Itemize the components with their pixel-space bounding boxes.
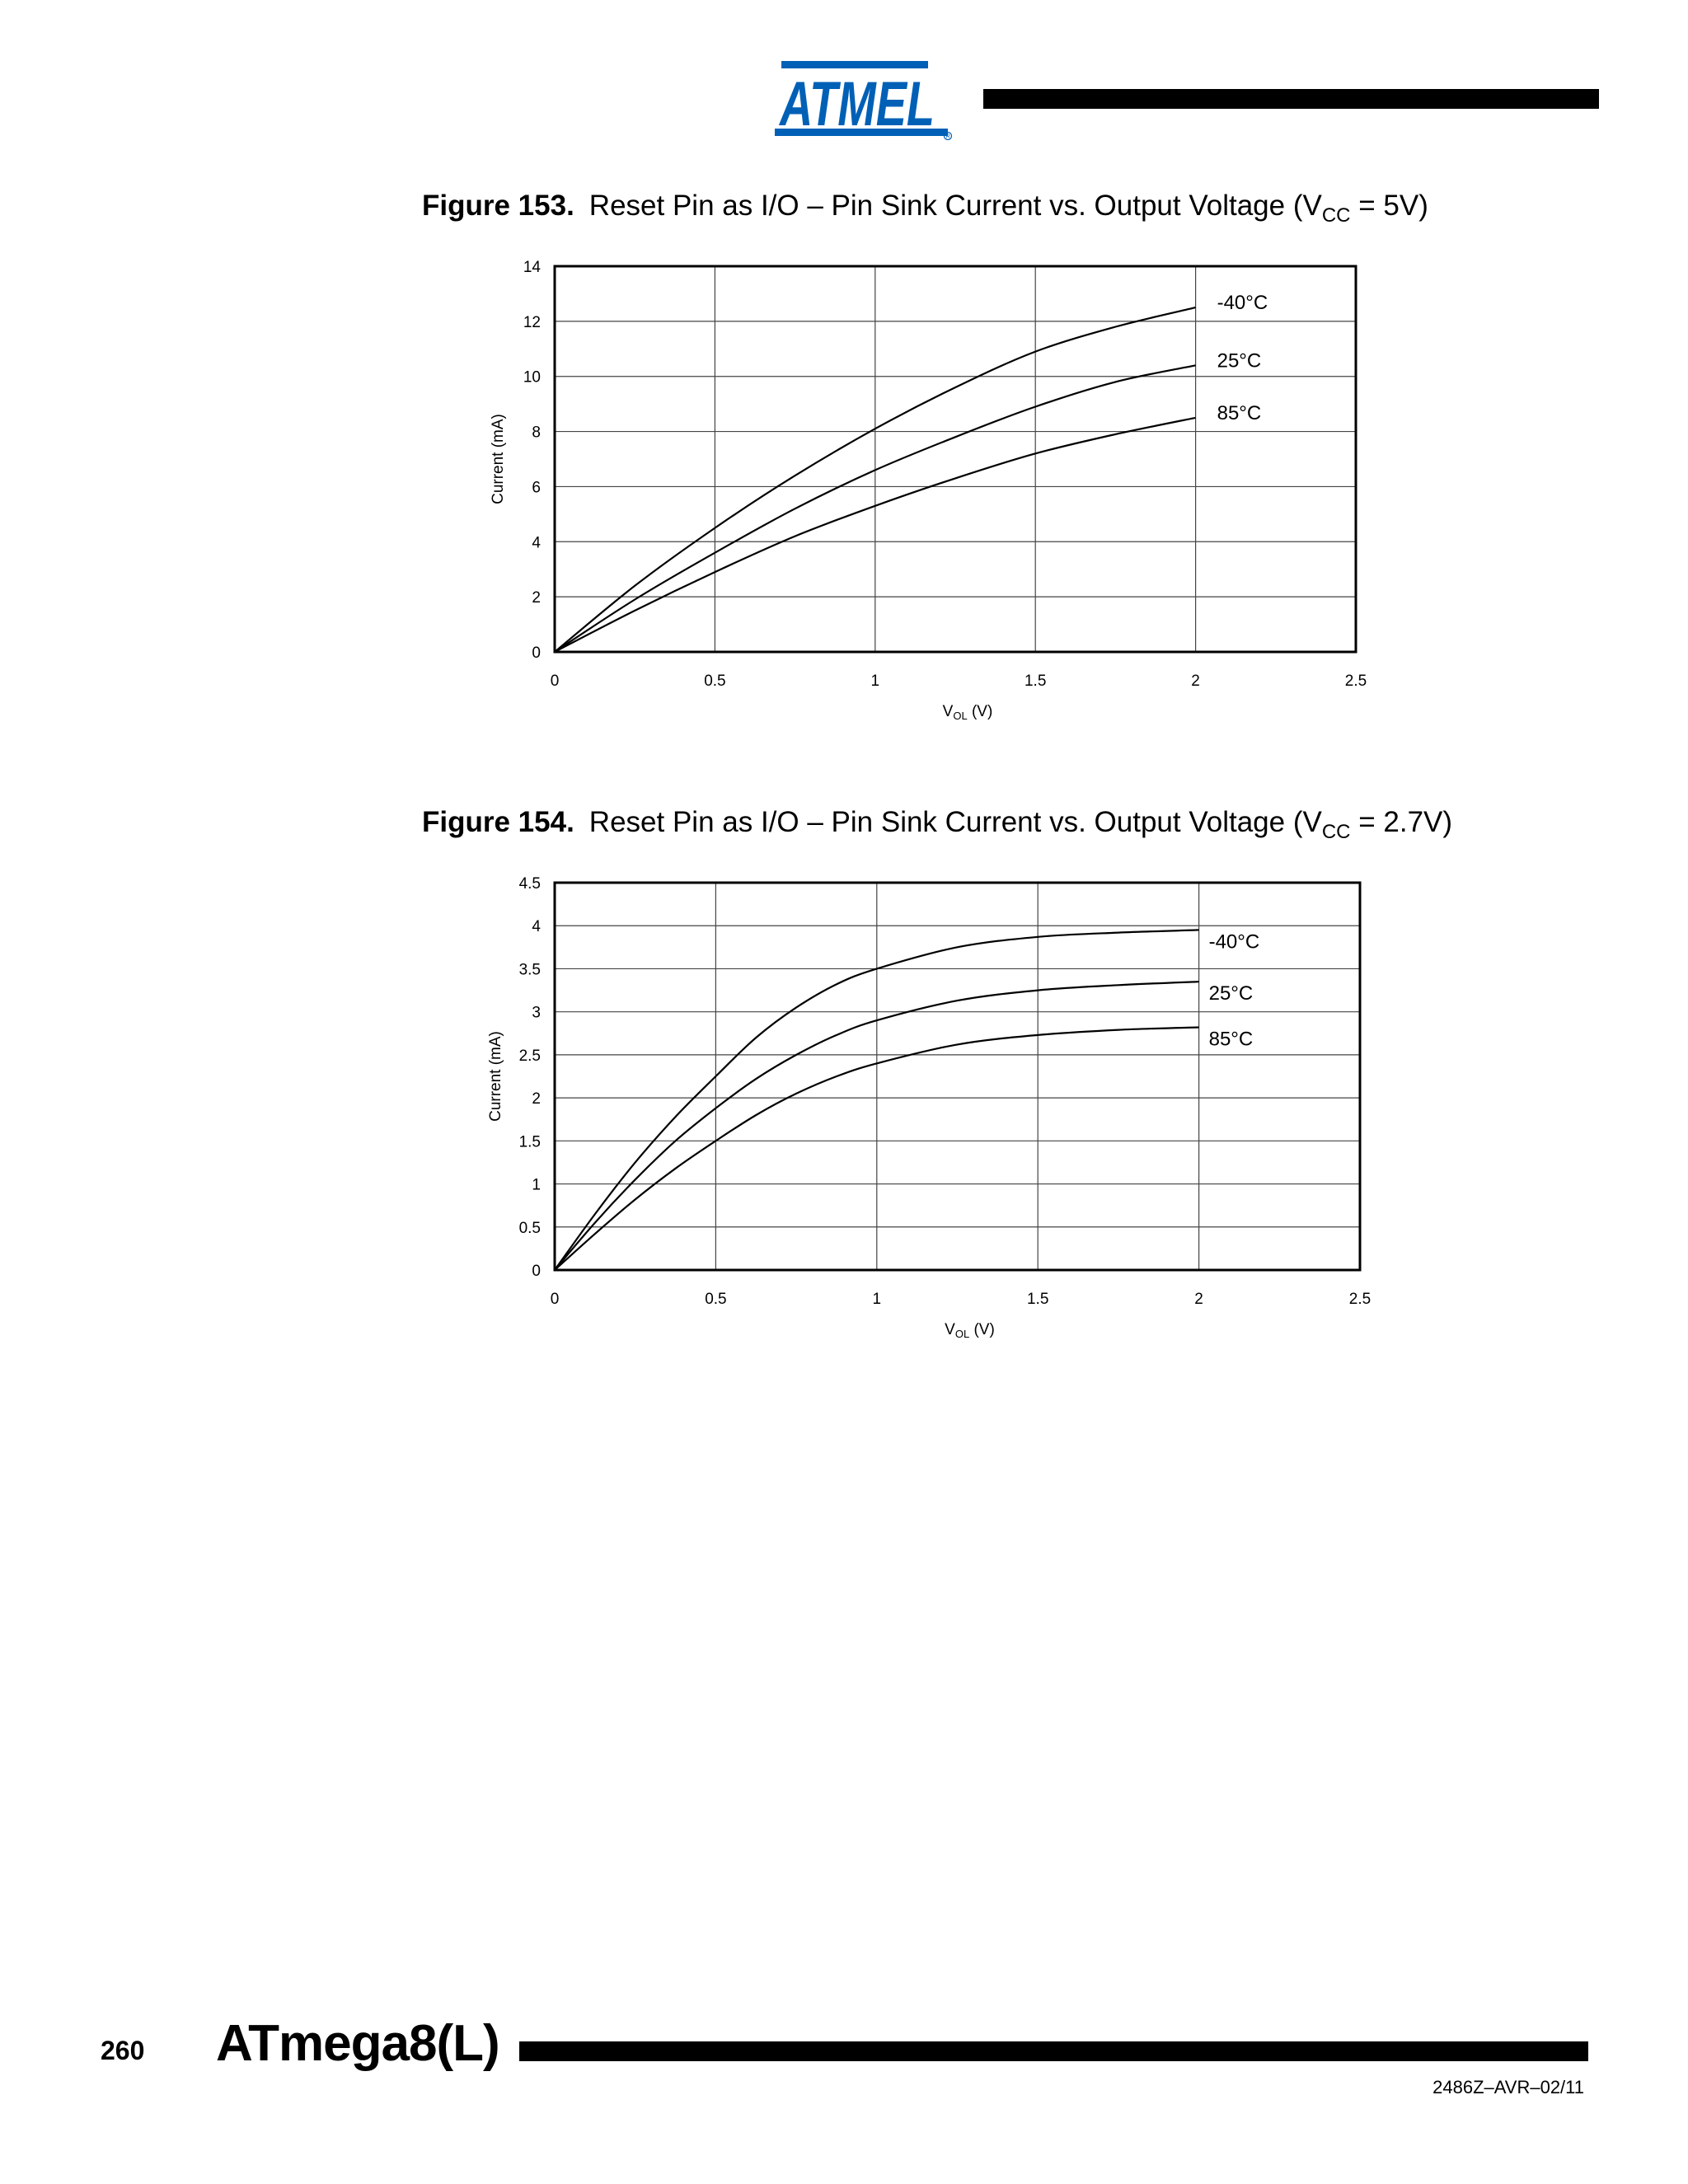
figure-title-end: = 5V) xyxy=(1350,190,1428,222)
y-tick-label: 2 xyxy=(532,589,541,607)
y-tick-label: 4 xyxy=(532,534,541,552)
x-tick-label: 1.5 xyxy=(1024,673,1047,690)
document-title: ATmega8(L) xyxy=(216,2015,499,2072)
logo-wordmark: ATMEL xyxy=(778,69,935,139)
header-rule xyxy=(983,89,1599,109)
y-tick-label: 0 xyxy=(532,644,541,662)
y-tick-label: 6 xyxy=(532,479,541,497)
x-axis-label: $V_{OL}$ (V) xyxy=(942,703,993,722)
svg-text:R: R xyxy=(945,134,950,140)
chart-vcc-5v xyxy=(0,247,1688,742)
y-axis-label: Current (mA) xyxy=(490,414,507,504)
figure-title-end: = 2.7V) xyxy=(1350,806,1453,838)
figure-number: Figure 154. xyxy=(422,806,574,838)
x-tick-label: 2.5 xyxy=(1344,673,1367,690)
y-tick-label: 0 xyxy=(532,1263,541,1280)
y-axis-label: Current (mA) xyxy=(487,1031,504,1122)
x-tick-label: 2 xyxy=(1191,673,1200,690)
y-tick-label: 3 xyxy=(532,1004,541,1022)
footer-rule xyxy=(519,2041,1588,2061)
series-label: 85°C xyxy=(1217,401,1262,424)
figure-title-subscript: CC xyxy=(1321,821,1351,843)
y-tick-label: 4.5 xyxy=(518,875,541,893)
x-tick-label: 0.5 xyxy=(705,1291,727,1308)
document-code: 2486Z–AVR–02/11 xyxy=(1432,2077,1584,2097)
chart-vcc-2-7v xyxy=(0,864,1688,1358)
y-tick-label: 14 xyxy=(523,259,541,276)
y-tick-label: 2.5 xyxy=(518,1047,541,1065)
x-tick-label: 2 xyxy=(1194,1291,1203,1308)
logo-graphic xyxy=(775,61,952,140)
x-tick-label: 2.5 xyxy=(1348,1291,1372,1308)
series-label: 85°C xyxy=(1208,1028,1254,1051)
series-label: -40°C xyxy=(1217,292,1268,315)
x-tick-label: 0 xyxy=(550,1291,560,1308)
page-number: 260 xyxy=(101,2036,145,2065)
figure-title: Reset Pin as I/O – Pin Sink Current vs. Output Voltage (V xyxy=(588,806,1322,838)
figure-title: Reset Pin as I/O – Pin Sink Current vs. Output Voltage (V xyxy=(588,190,1322,222)
x-tick-label: 1 xyxy=(872,1291,882,1308)
series-label: -40°C xyxy=(1208,930,1260,954)
y-tick-label: 12 xyxy=(523,313,541,331)
series-label: 25°C xyxy=(1217,349,1262,373)
series-label: 25°C xyxy=(1208,982,1254,1005)
y-tick-label: 2 xyxy=(532,1090,541,1108)
y-tick-label: 8 xyxy=(532,424,541,442)
x-tick-label: 0 xyxy=(550,673,560,690)
x-tick-label: 1.5 xyxy=(1026,1291,1049,1308)
figure-154-caption xyxy=(422,806,1452,844)
y-tick-label: 1.5 xyxy=(518,1133,541,1151)
x-tick-label: 0.5 xyxy=(704,673,726,690)
y-tick-label: 3.5 xyxy=(518,961,541,979)
plot-frame xyxy=(555,266,1356,652)
figure-number: Figure 153. xyxy=(422,190,574,222)
y-tick-label: 4 xyxy=(532,918,541,936)
figure-title-subscript: CC xyxy=(1321,204,1351,227)
y-tick-label: 0.5 xyxy=(518,1219,541,1237)
y-tick-label: 10 xyxy=(523,368,541,387)
x-axis-label: $V_{OL}$ (V) xyxy=(945,1321,995,1340)
atmel-logo xyxy=(775,58,954,140)
figure-153-caption xyxy=(422,190,1428,227)
x-tick-label: 1 xyxy=(870,673,880,690)
y-tick-label: 1 xyxy=(532,1176,541,1194)
